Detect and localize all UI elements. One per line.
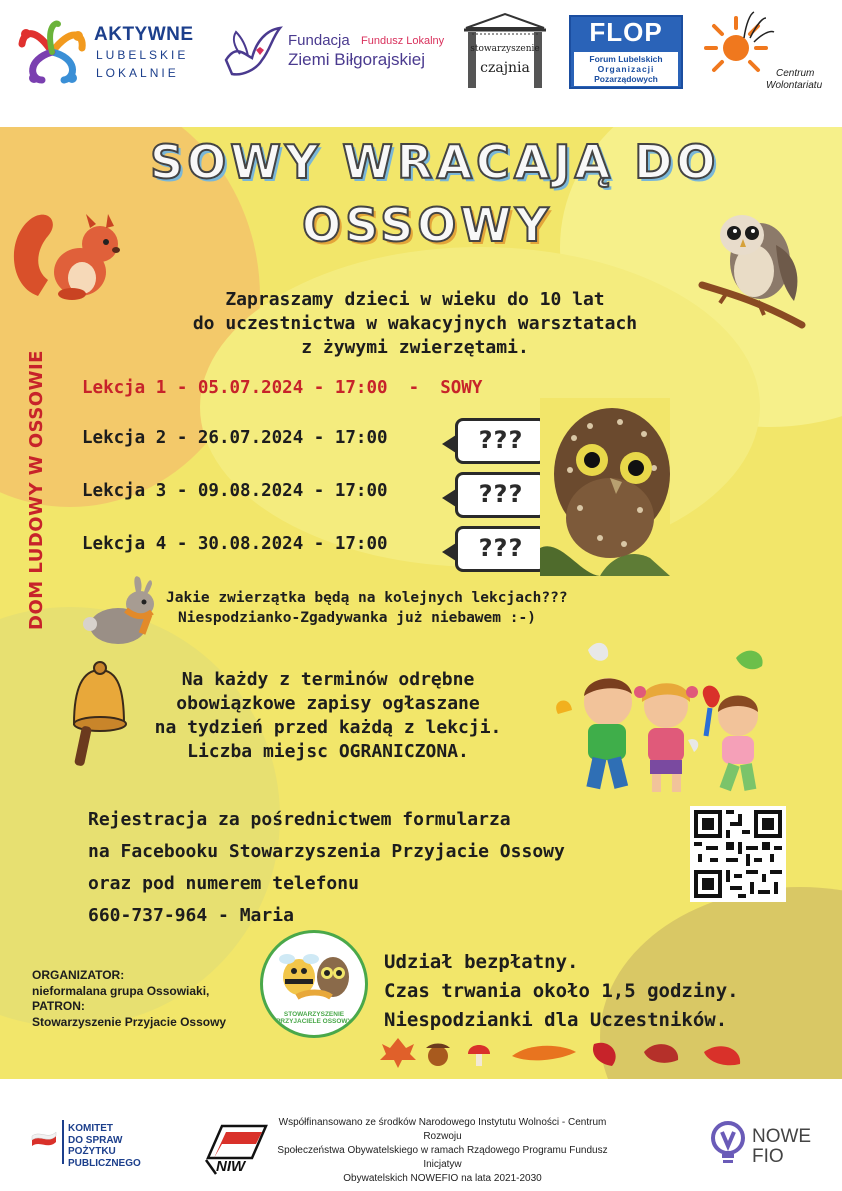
kdspp-logo-text [68, 1123, 141, 1169]
nowe-fio-text [752, 1127, 811, 1167]
registration-line-1: Rejestracja za pośrednictwem formularza [88, 809, 511, 830]
association-badge [260, 930, 368, 1038]
kdspp-line-3: POŻYTKU [68, 1146, 116, 1157]
lesson-2: Lekcja 2 - 26.07.2024 - 17:00 [82, 428, 388, 448]
signup-line-2: obowiązkowe zapisy ogłaszane [176, 693, 480, 714]
cofinancing-line-1: Współfinansowano ze środków Narodowego Instytutu Wolności - Centrum Rozwoju [278, 1117, 607, 1142]
teaser-text [166, 588, 568, 628]
aktywne-subtitle-1: LUBELSKIE [96, 48, 189, 62]
centrum-hand-sun-icon [700, 8, 784, 82]
mystery-bubble-2-text: ??? [478, 426, 524, 454]
autumn-leaves-decoration [380, 1034, 780, 1074]
poster-title-text-2: OSSOWY [302, 198, 553, 252]
mystery-bubble-3 [455, 472, 547, 518]
kdspp-flag-icon [30, 1132, 58, 1154]
organizer-name: nieformalana grupa Ossowiaki, [32, 983, 210, 998]
centrum-line-1: Centrum [776, 68, 815, 79]
mystery-bubble-4-text: ??? [478, 534, 524, 562]
registration-text [88, 804, 565, 932]
kdspp-line-2: DO SPRAW [68, 1134, 123, 1146]
centrum-line-2: Wolontariatu [766, 80, 823, 91]
badge-text: STOWARZYSZENIE PRZYJACIELE OSSOWY [276, 1011, 352, 1025]
info-line-1: Udział bezpłatny. [384, 951, 579, 973]
info-line-3: Niespodzianki dla Uczestników. [384, 1009, 728, 1031]
owl-on-branch-illustration [698, 205, 808, 333]
info-line-2: Czas trwania około 1,5 godziny. [384, 980, 739, 1002]
signup-line-3: na tydzień przed każdą z lekcji. [154, 717, 502, 738]
mystery-bubble-3-text: ??? [478, 480, 524, 508]
signup-line-4: Liczba miejsc OGRANICZONA. [187, 741, 469, 762]
lesson-1: Lekcja 1 - 05.07.2024 - 17:00 - SOWY [82, 378, 483, 398]
kdspp-line-4: PUBLICZNEGO [68, 1157, 141, 1169]
poster-title-line-1 [150, 135, 719, 189]
flop-line-3: Pozarządowych [594, 74, 658, 84]
fundacja-label: Fundacja [288, 32, 350, 49]
signup-text [112, 668, 544, 764]
mystery-bubble-4 [455, 526, 547, 572]
intro-line-2: do uczestnictwa w wakacyjnych warsztatach [192, 313, 638, 334]
organizer-info [32, 968, 226, 1030]
info-text [384, 948, 739, 1035]
flop-title: FLOP [589, 17, 663, 47]
registration-phone: 660-737-964 - Maria [88, 905, 294, 926]
qr-code[interactable] [690, 806, 786, 902]
lesson-3: Lekcja 3 - 09.08.2024 - 17:00 [82, 481, 388, 501]
poster-title-text-1: SOWY WRACAJĄ DO [150, 135, 720, 189]
registration-line-3: oraz pod numerem telefonu [88, 873, 359, 894]
badge-animals-icon [263, 939, 365, 1019]
fundacja-dove-icon [222, 24, 284, 84]
side-label-dom-ludowy [26, 350, 47, 630]
kdspp-line-1: KOMITET [68, 1123, 113, 1134]
side-label-text: DOM LUDOWY W OSSOWIE [26, 350, 47, 630]
czajnia-name: czajnia [480, 60, 530, 76]
intro-line-3: z żywymi zwierzętami. [301, 337, 529, 358]
mystery-bubble-2 [455, 418, 547, 464]
aktywne-title: AKTYWNE [94, 24, 194, 45]
lesson-4: Lekcja 4 - 30.08.2024 - 17:00 [82, 534, 388, 554]
teaser-line-2: Niespodzianko-Zgadywanka już niebawem :-) [178, 610, 536, 626]
fio-label: FIO [752, 1146, 784, 1167]
registration-line-2: na Facebooku Stowarzyszenia Przyjacie Ossowy [88, 841, 565, 862]
aktywne-people-icon [16, 18, 88, 86]
kids-with-parrots-illustration [548, 640, 784, 804]
little-owl-photo [540, 398, 670, 576]
squirrel-illustration [8, 206, 126, 306]
signup-line-1: Na każdy z terminów odrębne [181, 669, 475, 690]
intro-line-1: Zapraszamy dzieci w wieku do 10 lat [225, 289, 605, 310]
aktywne-lubelskie-logo [16, 18, 88, 86]
niw-label: NIW [216, 1158, 246, 1175]
czajnia-subtitle: stowarzyszenie [470, 44, 540, 54]
aktywne-subtitle-2: LOKALNIE [96, 66, 179, 80]
teaser-line-1: Jakie zwierzątka będą na kolejnych lekcjach??? [166, 590, 568, 606]
nowe-fio-bulb-icon [710, 1120, 746, 1170]
patron-label: PATRON: [32, 999, 85, 1013]
flop-line-2: Organizacji [597, 64, 655, 74]
organizer-label: ORGANIZATOR: [32, 968, 125, 982]
cofinancing-line-2: Społeczeństwa Obywatelskiego w ramach Rządowego Programu Fundusz Inicjatyw [277, 1145, 608, 1170]
patron-name: Stowarzyszenie Przyjacie Ossowy [32, 1014, 227, 1029]
fundusz-lokalny-label: Fundusz Lokalny [361, 35, 445, 47]
cofinancing-note [275, 1116, 610, 1186]
kdspp-divider [62, 1120, 64, 1164]
bunny-illustration [82, 574, 162, 652]
poster-title-line-2 [302, 198, 552, 252]
intro-text [120, 288, 710, 360]
flop-line-1: Forum Lubelskich [589, 54, 663, 64]
cofinancing-line-3: Obywatelskich NOWEFIO na lata 2021-2030 [343, 1173, 542, 1184]
ziemi-bilgorajskiej-label: Ziemi Biłgorajskiej [288, 50, 425, 69]
nowe-label: NOWE [752, 1126, 812, 1147]
